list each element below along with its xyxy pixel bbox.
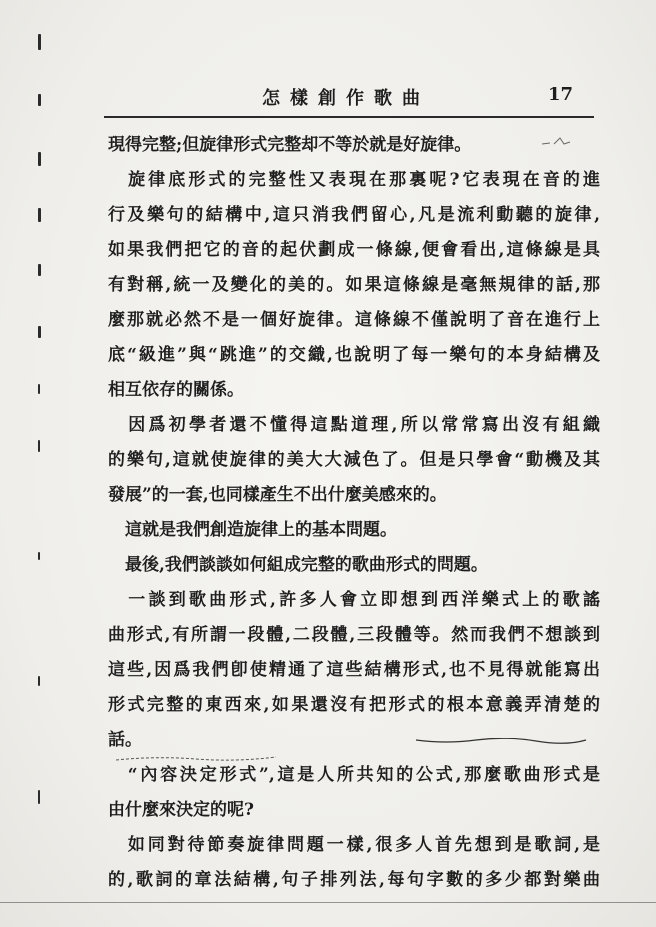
binding-mark [38,152,41,166]
binding-mark [38,676,40,686]
text-line: 由什麼來決定的呢? [108,800,254,820]
running-header-title: 怎樣創作歌曲 [262,88,430,109]
text-line: 因爲初學者還不懂得這點道理,所以常常寫出沒有組織 [108,415,600,435]
text-line: 旋律底形式的完整性又表現在那裏呢?它表現在音的進 [108,170,600,190]
text-line: 發展”的一套,也同樣產生不出什麼美感來的。 [108,485,447,505]
binding-mark [38,208,41,222]
underline-mark [116,738,596,762]
binding-mark [38,326,41,338]
text-line: 一談到歌曲形式,許多人會立即想到西洋樂式上的歌謠 [108,590,600,610]
text-line: 行及樂句的結構中,這只消我們留心,凡是流利動聽的旋律, [108,205,600,225]
text-line: 這就是我們創造旋律上的基本問題。 [108,520,397,540]
page-number: 17 [548,84,574,105]
binding-mark [38,264,41,276]
text-line: 相互依存的關係。 [108,380,244,400]
text-line: 如果我們把它的音的起伏劃成一條線,便會看出,這條線是具 [108,240,600,260]
text-line: 的樂句,這就使旋律的美大大減色了。但是只學會“動機及其 [108,450,600,470]
header-rule [104,116,594,118]
text-line: 底“級進”與“跳進”的交織,也說明了每一樂句的本身結構及 [108,345,600,365]
binding-mark [38,34,41,50]
text-line: 這些,因爲我們卽使精通了這些結構形式,也不見得就能寫出 [108,660,600,680]
text-line: 話。 [108,730,142,750]
binding-mark [38,440,40,452]
page-edge [0,902,656,903]
body-text [108,132,600,893]
text-line: 曲形式,有所謂一段體,二段體,三段體等。然而我們不想談到 [108,625,600,645]
text-line: 的,歌詞的章法結構,句子排列法,每句字數的多少都對樂曲 [108,870,600,890]
binding-mark [38,94,41,106]
text-line: 形式完整的東西來,如果還沒有把形式的根本意義弄清楚的 [108,695,600,715]
binding-mark [38,552,40,560]
text-line: 如同對待節奏旋律問題一樣,很多人首先想到是歌詞,是 [108,835,600,855]
text-line: 麼那就必然不是一個好旋律。這條線不僅說明了音在進行上 [108,310,600,330]
binding-mark [38,790,40,804]
binding-mark [38,384,40,394]
text-line: 現得完整;但旋律形式完整却不等於就是好旋律。 [108,135,472,155]
text-line: 最後,我們談談如何組成完整的歌曲形式的問題。 [108,555,488,575]
text-line: 有對稱,統一及變化的美的。如果這條線是毫無規律的話,那 [108,275,600,295]
text-line: “內容決定形式”,這是人所共知的公式,那麼歌曲形式是 [108,765,600,785]
